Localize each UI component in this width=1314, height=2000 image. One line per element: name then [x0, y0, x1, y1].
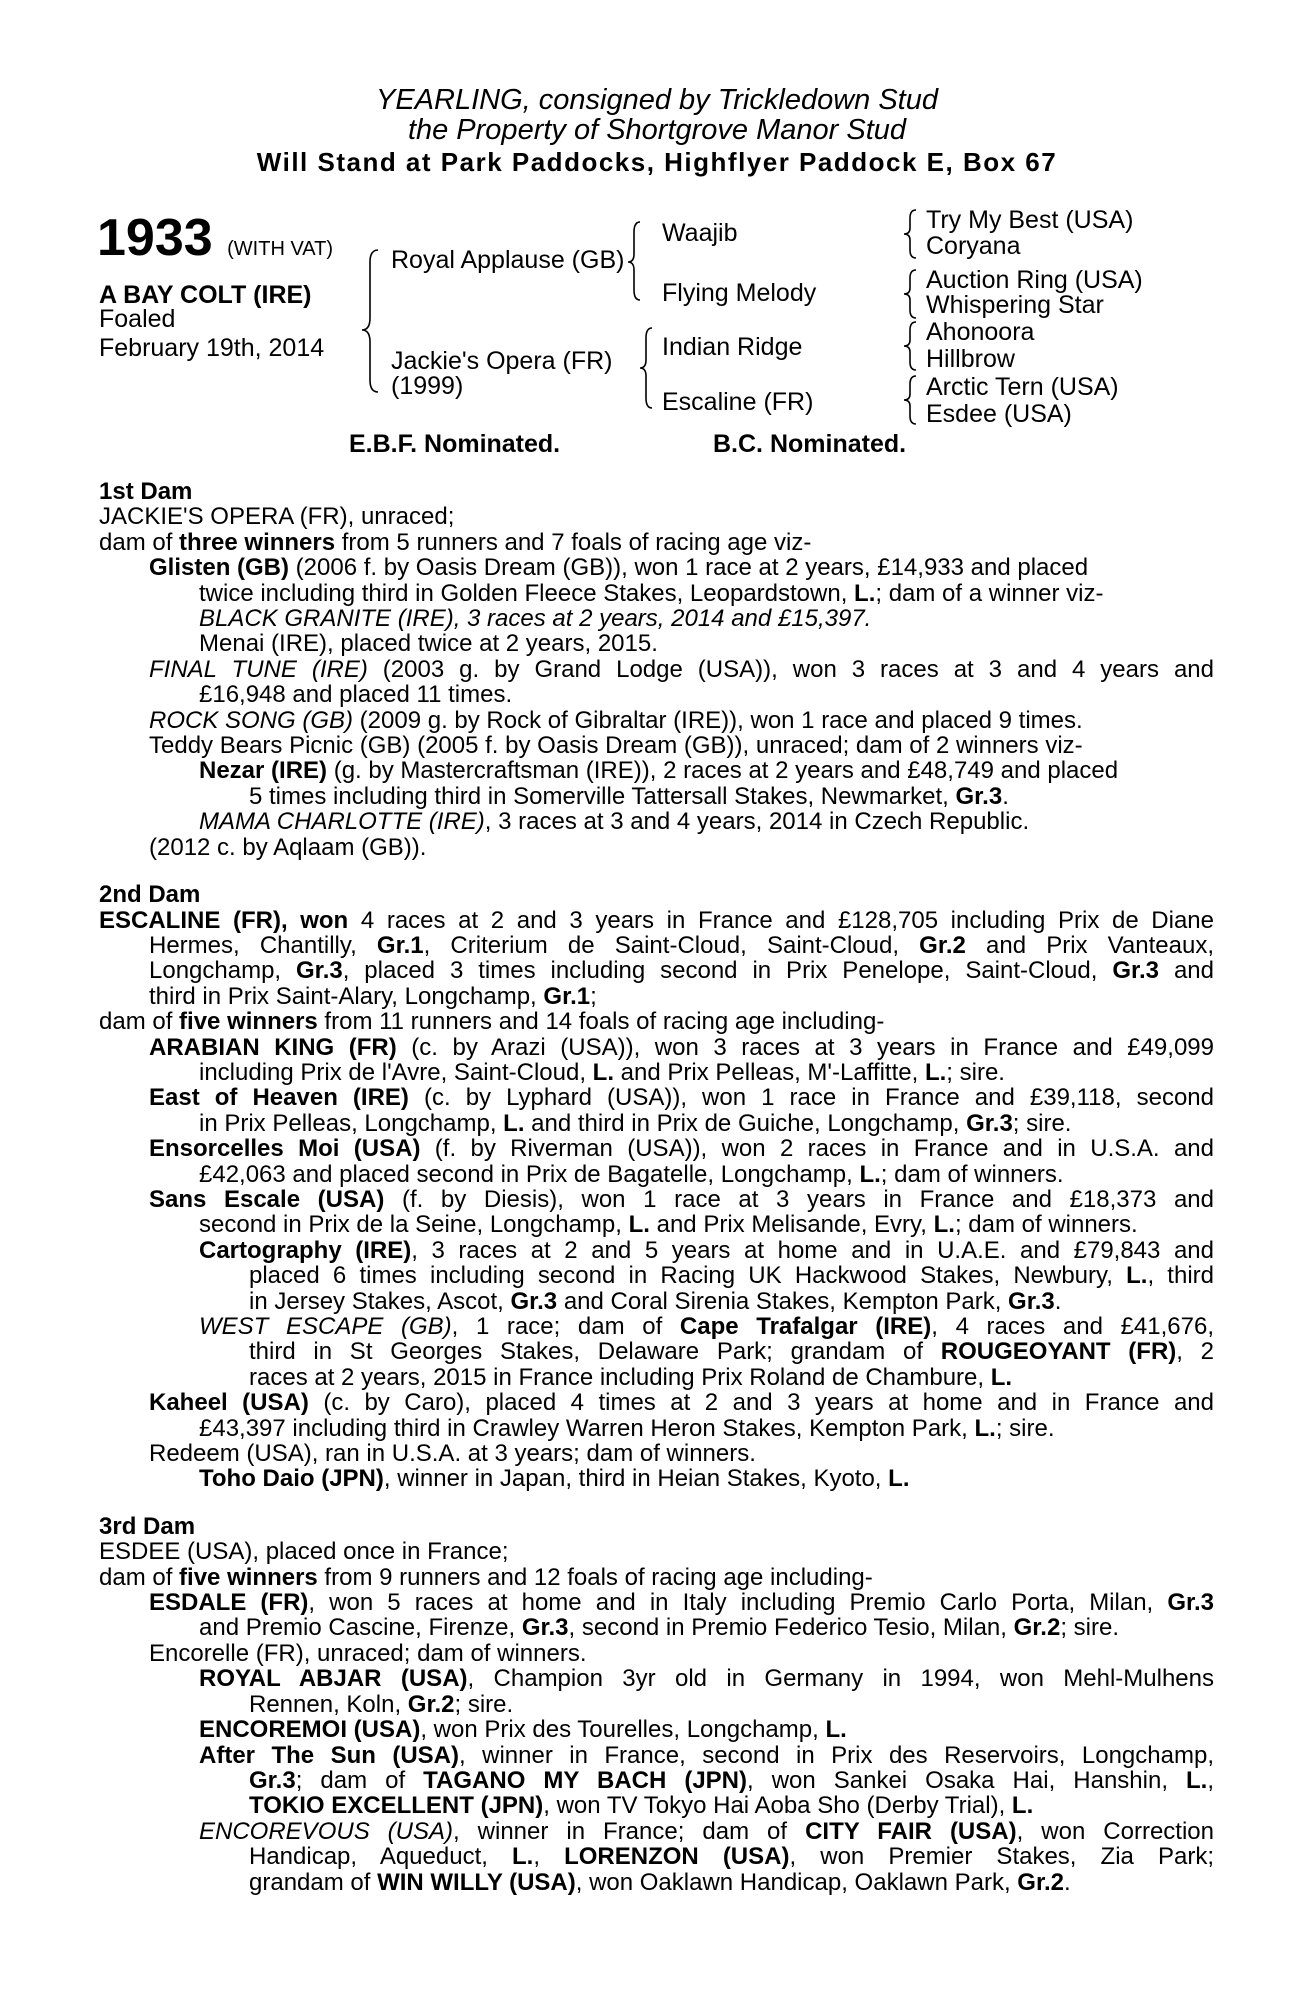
dam3-line: Rennen, Koln, Gr.2; sire. [249, 1690, 514, 1718]
dam1-line: (2012 c. by Aqlaam (GB)). [149, 833, 427, 861]
dam2-line: Redeem (USA), ran in U.S.A. at 3 years; dam of winners. [149, 1440, 756, 1468]
gen3-2: Coryana [926, 232, 1021, 260]
pedigree-braces [0, 0, 1314, 480]
foaled-date: February 19th, 2014 [99, 334, 325, 362]
gen3-3: Auction Ring (USA) [926, 266, 1143, 294]
vat-note: (WITH VAT) [227, 238, 334, 260]
dam2-line: Toho Daio (JPN), winner in Japan, third in Heian Stakes, Kyoto, L. [199, 1465, 910, 1493]
header-property: the Property of Shortgrove Manor Stud [407, 114, 907, 146]
dam3-line: Handicap, Aqueduct, L., LORENZON (USA), won Premier Stakes, Zia Park; [249, 1843, 1214, 1871]
second-dam-title: 2nd Dam [99, 881, 201, 909]
header-stand-location: Will Stand at Park Paddocks, Highflyer Paddock E, Box 67 [256, 147, 1058, 177]
dam2-line: in Jersey Stakes, Ascot, Gr.3 and Coral Sirenia Stakes, Kempton Park, Gr.3. [249, 1287, 1062, 1315]
sire-dam-name: Flying Melody [662, 279, 817, 307]
dam2-line: Kaheel (USA) (c. by Caro), placed 4 times at 2 and 3 years at home and in France and [149, 1389, 1215, 1417]
dam1-line: dam of three winners from 5 runners and 7 foals of racing age viz- [99, 528, 812, 556]
dam1-line: Nezar (IRE) (g. by Mastercraftsman (IRE)), 2 races at 2 years and £48,749 and placed [199, 757, 1119, 785]
dam1-line: £16,948 and placed 11 times. [199, 681, 513, 709]
dam1-line: ROCK SONG (GB) (2009 g. by Rock of Gibraltar (IRE)), won 1 race and placed 9 times. [149, 706, 1083, 734]
dam3-line: ESDALE (FR), won 5 races at home and in Italy including Premio Carlo Porta, Milan, Gr.3 [149, 1589, 1215, 1617]
dam1-line: BLACK GRANITE (IRE), 3 races at 2 years, 2014 and £15,397. [199, 605, 872, 633]
dam3-line: ENCOREVOUS (USA), winner in France; dam of CITY FAIR (USA), won Correction [199, 1817, 1214, 1845]
dam2-line: placed 6 times including second in Racing UK Hackwood Stakes, Newbury, L., third [249, 1262, 1214, 1290]
brace-dam-line [640, 328, 652, 408]
dam2-line: ESCALINE (FR), won 4 races at 2 and 3 years in France and £128,705 including Prix de Diane [99, 906, 1215, 934]
dam2-line: Ensorcelles Moi (USA) (f. by Riverman (USA)), won 2 races in France and in U.S.A. and [149, 1135, 1214, 1163]
dam3-line: grandam of WIN WILLY (USA), won Oaklawn Handicap, Oaklawn Park, Gr.2. [249, 1868, 1071, 1896]
foaled-label: Foaled [99, 305, 176, 333]
dam2-line: £43,397 including third in Crawley Warren Heron Stakes, Kempton Park, L.; sire. [199, 1414, 1055, 1442]
dam3-line: TOKIO EXCELLENT (JPN), won TV Tokyo Hai Aoba Sho (Derby Trial), L. [249, 1792, 1034, 1820]
dam1-line: MAMA CHARLOTTE (IRE), 3 races at 3 and 4 years, 2014 in Czech Republic. [199, 808, 1030, 836]
dam3-line: ENCOREMOI (USA), won Prix des Tourelles, Longchamp, L. [199, 1716, 847, 1744]
dam2-line: East of Heaven (IRE) (c. by Lyphard (USA)), won 1 race in France and £39,118, second [149, 1084, 1214, 1112]
gen3-7: Arctic Tern (USA) [926, 373, 1119, 401]
header-consignor: YEARLING, consigned by Trickledown Stud [375, 84, 938, 116]
dam2-line: second in Prix de la Seine, Longchamp, L. and Prix Melisande, Evry, L.; dam of winners. [199, 1211, 1138, 1239]
brace-indian-ridge [904, 322, 916, 370]
dam2-line: in Prix Pelleas, Longchamp, L. and third in Prix de Guiche, Longchamp, Gr.3; sire. [199, 1109, 1072, 1137]
dam2-line: including Prix de l'Avre, Saint-Cloud, L. and Prix Pelleas, M'-Laffitte, L.; sire. [199, 1058, 1005, 1086]
dam2-line: Cartography (IRE), 3 races at 2 and 5 years at home and in U.A.E. and £79,843 and [199, 1236, 1214, 1264]
dam-year: (1999) [391, 372, 464, 400]
dam-name: Jackie's Opera (FR) [391, 347, 613, 375]
dam3-line: ESDEE (USA), placed once in France; [99, 1538, 509, 1566]
ebf-nominated: E.B.F. Nominated. [349, 430, 561, 458]
dam1-line: FINAL TUNE (IRE) (2003 g. by Grand Lodge (USA)), won 3 races at 3 and 4 years and [149, 655, 1215, 683]
dam2-line: Sans Escale (USA) (f. by Diesis), won 1 race at 3 years in France and £18,373 and [149, 1185, 1215, 1213]
gen3-8: Esdee (USA) [926, 400, 1072, 428]
dam-dam-name: Escaline (FR) [662, 388, 814, 416]
gen3-6: Hillbrow [926, 345, 1015, 373]
dam2-line: dam of five winners from 11 runners and 14 foals of racing age including- [99, 1008, 885, 1036]
lot-number: 1933 [97, 209, 213, 267]
dam2-line: WEST ESCAPE (GB), 1 race; dam of Cape Trafalgar (IRE), 4 races and £41,676, [199, 1313, 1214, 1340]
dam1-line: JACKIE'S OPERA (FR), unraced; [99, 503, 455, 531]
dam2-line: ARABIAN KING (FR) (c. by Arazi (USA)), won 3 races at 3 years in France and £49,099 [149, 1033, 1214, 1061]
dam1-line: 5 times including third in Somerville Tattersall Stakes, Newmarket, Gr.3. [249, 782, 1009, 810]
dam2-line: third in Prix Saint-Alary, Longchamp, Gr.1; [149, 982, 597, 1010]
dam1-line: Menai (IRE), placed twice at 2 years, 2015. [199, 630, 658, 658]
dam1-line: twice including third in Golden Fleece Stakes, Leopardstown, L.; dam of a winner viz- [199, 579, 1104, 607]
dam3-line: ROYAL ABJAR (USA), Champion 3yr old in Germany in 1994, won Mehl-Mulhens [199, 1665, 1214, 1693]
dam2-line: Hermes, Chantilly, Gr.1, Criterium de Saint-Cloud, Saint-Cloud, Gr.2 and Prix Vanteaux, [149, 931, 1214, 959]
dam1-line: Glisten (GB) (2006 f. by Oasis Dream (GB)), won 1 race at 2 years, £14,933 and placed [149, 554, 1089, 582]
lot-name: A BAY COLT (IRE) [99, 281, 312, 309]
dam2-line: £42,063 and placed second in Prix de Bagatelle, Longchamp, L.; dam of winners. [199, 1160, 1064, 1188]
dam2-line: third in St Georges Stakes, Delaware Park; grandam of ROUGEOYANT (FR), 2 [249, 1338, 1215, 1366]
dam3-line: After The Sun (USA), winner in France, second in Prix des Reservoirs, Longchamp, [199, 1741, 1214, 1769]
sire-name: Royal Applause (GB) [391, 246, 625, 274]
dam-sire-name: Indian Ridge [662, 333, 803, 361]
sire-sire-name: Waajib [662, 219, 738, 247]
brace-flying-melody [904, 270, 916, 318]
gen3-1: Try My Best (USA) [926, 206, 1134, 234]
dam2-line: Longchamp, Gr.3, placed 3 times including second in Prix Penelope, Saint-Cloud, Gr.3 and [149, 957, 1214, 985]
dam2-line: races at 2 years, 2015 in France including Prix Roland de Chambure, L. [249, 1363, 1013, 1391]
third-dam-title: 3rd Dam [99, 1512, 196, 1540]
brace-waajib [904, 210, 916, 258]
brace-parents [362, 250, 378, 392]
brace-sire-line [628, 222, 640, 300]
dam3-line: Encorelle (FR), unraced; dam of winners. [149, 1639, 587, 1667]
gen3-5: Ahonoora [926, 318, 1035, 346]
dam3-line: Gr.3; dam of TAGANO MY BACH (JPN), won Sankei Osaka Hai, Hanshin, L., [249, 1766, 1215, 1794]
first-dam-title: 1st Dam [99, 478, 193, 505]
gen3-4: Whispering Star [926, 291, 1104, 319]
brace-escaline [904, 376, 916, 424]
produce-record [99, 479, 1214, 1895]
dam1-line: Teddy Bears Picnic (GB) (2005 f. by Oasis Dream (GB)), unraced; dam of 2 winners viz- [149, 732, 1083, 760]
bc-nominated: B.C. Nominated. [713, 430, 907, 458]
dam3-line: and Premio Cascine, Firenze, Gr.3, second in Premio Federico Tesio, Milan, Gr.2; sire. [199, 1614, 1119, 1642]
dam3-line: dam of five winners from 9 runners and 12 foals of racing age including- [99, 1563, 873, 1591]
